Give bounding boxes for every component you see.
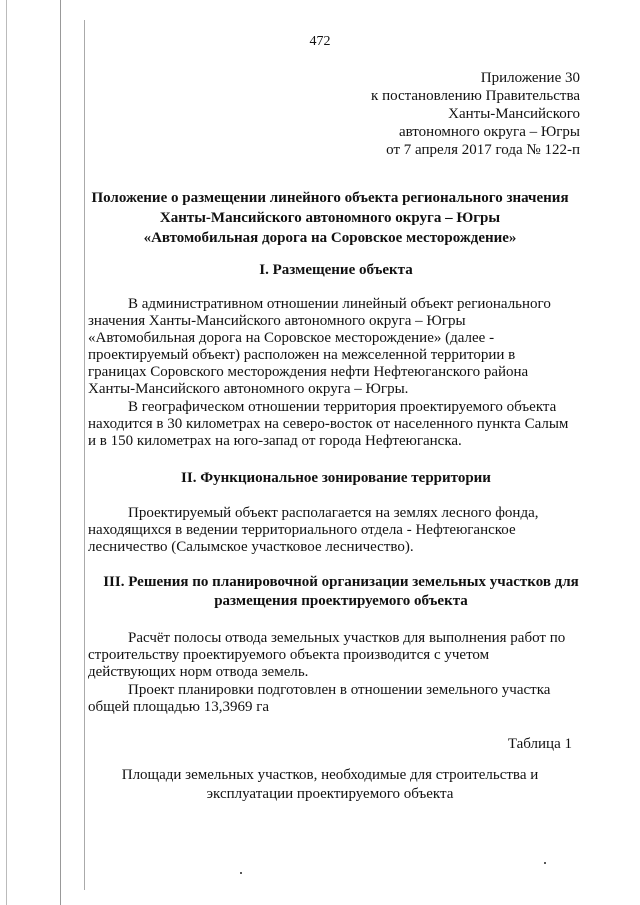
appendix-block (220, 70, 580, 160)
document-title (80, 190, 580, 250)
page-number: 472 (309, 34, 331, 49)
caption-line: эксплуатации проектируемого объекта (206, 786, 454, 802)
section-heading-text: III. Решения по планировочной организации земельных участков для (103, 574, 579, 590)
scan-margin-line (84, 20, 85, 890)
section-3-paragraph-2 (88, 682, 600, 716)
text-line: строительству проектируемого объекта производится с учетом (88, 647, 490, 663)
text-line: действующих норм отвода земель. (88, 664, 309, 680)
section-2-heading (86, 470, 586, 489)
text-line: границах Соровского месторождения нефти Нефтеюганского района (88, 364, 529, 380)
text-line: Проект планировки подготовлен в отношении земельного участка (128, 682, 551, 698)
scan-speck (240, 872, 242, 874)
text-line: Расчёт полосы отвода земельных участков для выполнения работ по (128, 630, 566, 646)
scan-speck (544, 862, 546, 864)
text-line: В административном отношении линейный объект регионального (128, 296, 551, 312)
appendix-line: Приложение 30 (480, 70, 580, 86)
section-3-paragraph-1 (88, 630, 600, 681)
section-1-paragraph-2 (88, 399, 600, 450)
text-line: находится в 30 километрах на северо-восток от населенного пункта Салым (88, 416, 569, 432)
appendix-line: Ханты-Мансийского (448, 106, 580, 122)
text-line: «Автомобильная дорога на Соровское месторождение» (далее - (88, 330, 495, 346)
text-line: лесничество (Салымское участковое лесничество). (88, 539, 414, 555)
caption-line: Площади земельных участков, необходимые для строительства и (121, 767, 539, 783)
text-line: и в 150 километрах на юго-запад от города Нефтеюганска. (88, 433, 462, 449)
title-line: Положение о размещении линейного объекта регионального значения (91, 190, 569, 206)
scan-margin-line (60, 0, 61, 905)
text-line: Проектируемый объект располагается на землях лесного фонда, (128, 505, 539, 521)
section-heading-text: размещения проектируемого объекта (214, 593, 468, 609)
text-line: общей площадью 13,3969 га (88, 699, 270, 715)
section-2-paragraph-1 (88, 505, 600, 556)
table-caption (90, 767, 570, 805)
section-3-heading (86, 574, 596, 612)
text-line: значения Ханты-Мансийского автономного округа – Югры (88, 313, 466, 329)
text-line: проектируемый объект) расположен на межселенной территории в (88, 347, 516, 363)
text-line: В географическом отношении территория проектируемого объекта (128, 399, 557, 415)
title-line: Ханты-Мансийского автономного округа – Югры (159, 210, 501, 226)
appendix-line: от 7 апреля 2017 года № 122-п (386, 142, 580, 158)
section-1-paragraph-1 (88, 296, 600, 398)
section-heading-text: II. Функциональное зонирование территории (181, 470, 491, 486)
section-1-heading (86, 262, 586, 281)
table-label: Таблица 1 (507, 736, 572, 752)
appendix-line: автономного округа – Югры (398, 124, 580, 140)
text-line: Ханты-Мансийского автономного округа – Югры. (88, 381, 409, 397)
section-heading-text: I. Размещение объекта (259, 262, 413, 278)
title-line: «Автомобильная дорога на Соровское месторождение» (143, 230, 517, 246)
appendix-line: к постановлению Правительства (371, 88, 580, 104)
scan-margin-line (6, 0, 7, 905)
text-line: находящихся в ведении территориального отдела - Нефтеюганское (88, 522, 516, 538)
